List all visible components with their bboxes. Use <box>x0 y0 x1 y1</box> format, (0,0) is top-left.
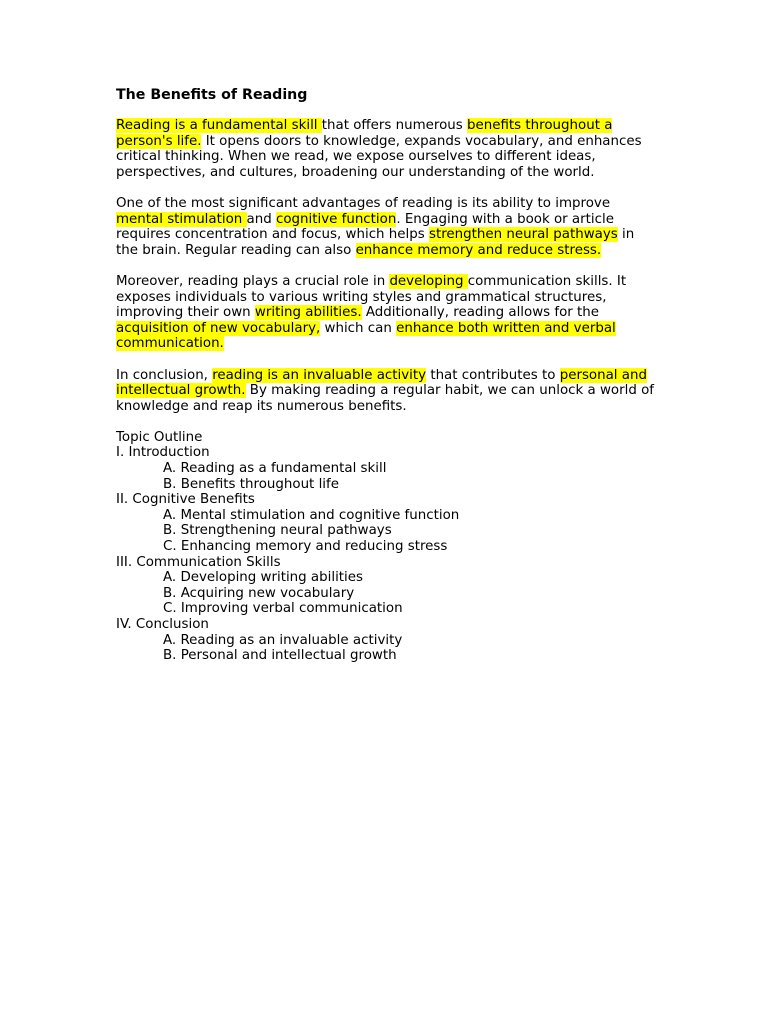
text-run: that contributes to <box>426 367 560 383</box>
text-run: that offers numerous <box>321 118 468 133</box>
highlighted-text: acquisition of new vocabulary, <box>116 320 321 336</box>
outline-item: A. Reading as a fundamental skill <box>163 461 387 477</box>
text-run: Additionally, reading allows for the <box>361 305 600 321</box>
outline-section-label: II. Cognitive Benefits <box>116 492 255 508</box>
outline-section-label: III. Communication Skills <box>116 554 281 570</box>
text-run: One of the most significant advantages of reading is its ability to improve <box>116 195 611 211</box>
paragraph-2 <box>116 196 656 258</box>
highlighted-text: developing <box>389 273 468 289</box>
paragraph-1 <box>116 118 656 180</box>
highlighted-text: personal and intellectual growth. <box>116 367 647 399</box>
text-run: communication skills. It exposes individuals to various writing styles and grammatical structures, improving their own <box>116 273 627 321</box>
outline-item: A. Developing writing abilities <box>163 570 363 586</box>
highlighted-text: reading is an invaluable activity <box>212 367 427 383</box>
outline-sections <box>116 445 656 663</box>
highlighted-text: Reading is a fundamental skill <box>116 118 322 133</box>
text-run: It opens doors to knowledge, expands vocabulary, and enhances critical thinking. When we read, we expose ourselves to different ideas, perspectives, and cultures, broadening our understanding of the world. <box>116 133 642 180</box>
document-title: The Benefits of Reading <box>116 87 308 103</box>
text-run: and <box>246 211 276 227</box>
outline-item: B. Personal and intellectual growth <box>163 648 397 664</box>
body-paragraphs <box>116 118 656 414</box>
outline-item: B. Strengthening neural pathways <box>163 523 392 539</box>
text-run: . Engaging with a book or article requires concentration and focus, which helps <box>116 211 614 243</box>
outline-section-label: IV. Conclusion <box>116 617 209 632</box>
text-run: which can <box>320 320 397 336</box>
highlighted-text: writing abilities. <box>254 305 362 321</box>
outline-item: C. Improving verbal communication <box>163 601 403 617</box>
outline-section-label: I. Introduction <box>116 445 210 461</box>
outline-item: A. Mental stimulation and cognitive function <box>163 507 460 523</box>
highlighted-text: mental stimulation <box>116 211 247 227</box>
outline-item: C. Enhancing memory and reducing stress <box>163 539 448 555</box>
topic-outline <box>116 430 656 664</box>
outline-item: A. Reading as an invaluable activity <box>163 632 403 648</box>
highlighted-text: enhance memory and reduce stress. <box>355 242 602 258</box>
outline-item: B. Benefits throughout life <box>163 476 339 492</box>
text-run: By making reading a regular habit, we can unlock a world of knowledge and reap its numerous benefits. <box>116 383 655 414</box>
highlighted-text: cognitive function <box>275 211 397 227</box>
outline-item: B. Acquiring new vocabulary <box>163 585 355 601</box>
text-run: In conclusion, <box>116 367 213 383</box>
outline-heading: Topic Outline <box>116 429 203 445</box>
document-page <box>116 86 656 664</box>
highlighted-text: enhance both written and verbal communication. <box>116 320 616 352</box>
highlighted-text: strengthen neural pathways <box>428 227 618 243</box>
text-run: in the brain. Regular reading can also <box>116 227 635 258</box>
paragraph-4 <box>116 368 656 415</box>
text-run: Moreover, reading plays a crucial role in <box>116 273 390 289</box>
highlighted-text: benefits throughout a person's life. <box>116 118 613 149</box>
paragraph-3 <box>116 274 656 352</box>
